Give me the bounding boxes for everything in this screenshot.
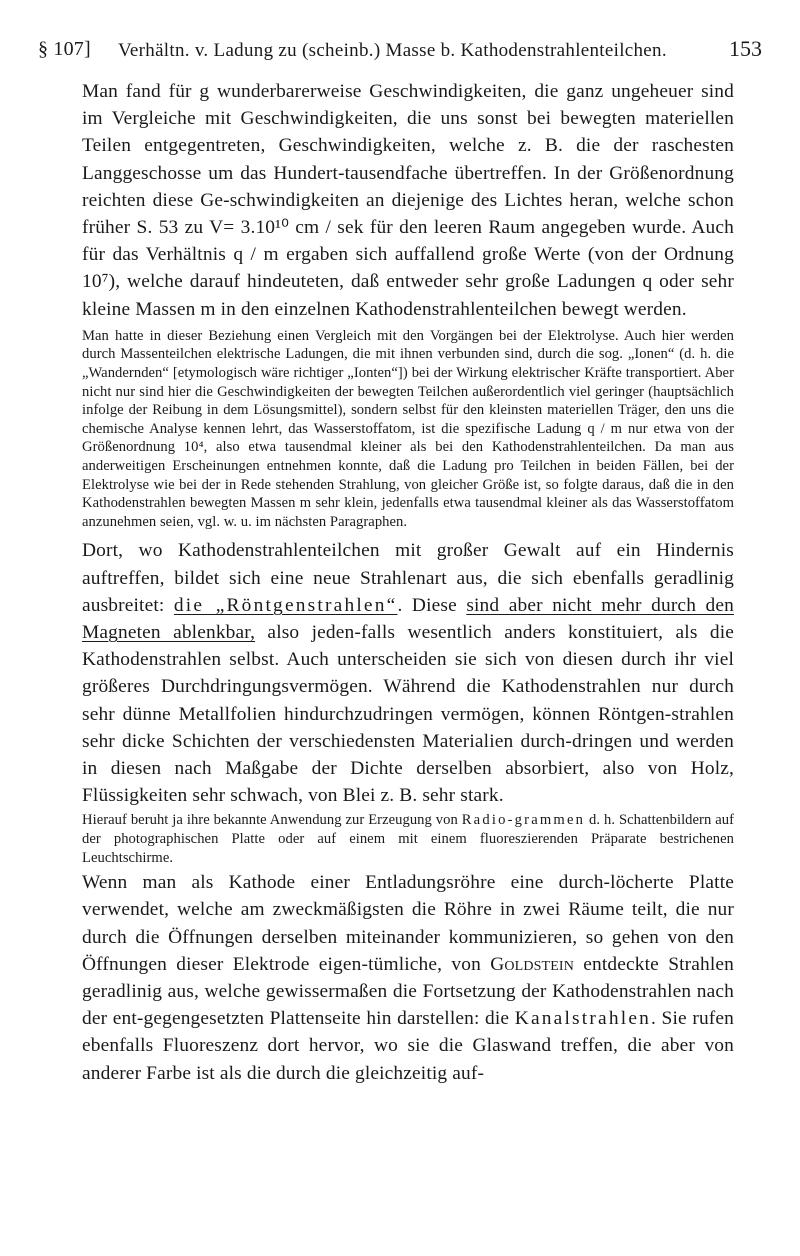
name-goldstein: Goldstein	[490, 953, 575, 975]
section-reference: § 107]	[38, 38, 91, 60]
note-radiogramme	[82, 811, 734, 867]
term-roentgenstrahlen: die „Röntgenstrahlen“	[173, 594, 398, 616]
paragraph-roentgen	[82, 537, 734, 809]
running-title: Verhältn. v. Ladung zu (scheinb.) Masse b. Kathodenstrahlenteilchen.	[118, 40, 667, 61]
body-text	[82, 78, 734, 1087]
paragraph-velocities: Man fand für g wunderbarerweise Geschwindigkeiten, die ganz ungeheuer sind im Vergleiche mit Geschwindigkeiten, die uns sonst bei bewegten materiellen Teilen entgegentreten, Geschwindigkeiten, welche z. B. die der raschesten Langgeschosse um das Hundert-tausendfache übertreffen. In der Größenordnung reichten diese Ge-schwindigkeiten an diejenige des Lichtes heran, welche schon früher S. 53 zu V= 3.10¹⁰ cm / sek für den leeren Raum angegeben wurde. Auch für das Verhältnis q / m ergaben sich auffallend große Werte (von der Ordnung 10⁷), welche darauf hindeuteten, daß entweder sehr große Ladungen q oder sehr kleine Massen m in den einzelnen Kathodenstrahlenteilchen bewegt werden.	[82, 81, 734, 320]
radiogramme-text-1: Hierauf beruht ja ihre bekannte Anwendung zur Erzeugung von	[82, 812, 462, 829]
kanal-text-3: . Sie rufen ebenfalls Fluoreszenz dort hervor, wo sie die Glaswand treffen, die aber von anderer Farbe ist als die durch die gleichzeitig auf-	[82, 1008, 734, 1084]
roentgen-text-3: also jeden-falls wesentlich anders konstituiert, als die Kathodenstrahlen selbst. Auch unterscheiden sie sich von diesen durch ihr viel größeres Durchdringungsvermögen. Während die Kathodenstrahlen nur durch sehr dünne Metallfolien hindurchzudringen vermögen, können Röntgen-strahlen sehr dicke Schichten der verschiedensten Materialien durch-dringen und werden in diesen nach Maßgabe der Dichte derselben absorbiert, also von Holz, Flüssigkeiten sehr schwach, von Blei z. B. sehr stark.	[82, 621, 734, 807]
term-radiogrammen: Radio-grammen	[461, 812, 586, 829]
emphasis-not-deflectable: sind aber nicht mehr durch den Magneten ablenkbar,	[82, 594, 734, 643]
page-number: 153	[729, 36, 762, 61]
kanal-text-1: Wenn man als Kathode einer Entladungsröhre eine durch-löcherte Platte verwendet, welche am zweckmäßigsten die Röhre in zwei Räume teilt, die nur durch die Öffnungen derselben miteinander kommunizieren, so gehen von den Öffnungen dieser Elektrode eigen-tümliche, von	[82, 872, 734, 975]
radiogramme-text-2: d. h. Schattenbildern auf der photographischen Platte oder auf einem mit einem fluoreszierenden Präparate bestrichenen Leuchtschirme.	[82, 812, 734, 866]
running-head	[38, 34, 762, 68]
kanal-text-2: entdeckte Strahlen geradlinig aus, welche gewissermaßen die Fortsetzung der Kathodenstrahlen nach der ent-gegengesetzten Plattenseite hin darstellen: die	[82, 953, 735, 1030]
roentgen-text-2: . Diese	[397, 594, 467, 616]
term-kanalstrahlen: Kanalstrahlen	[514, 1008, 652, 1030]
roentgen-text-1: Dort, wo Kathodenstrahlenteilchen mit großer Gewalt auf ein Hindernis auftreffen, bildet sich eine neue Strahlenart aus, die sich ebenfalls geradlinig ausbreitet:	[82, 540, 734, 616]
paragraph-kanalstrahlen	[82, 869, 734, 1087]
note-electrolysis-block	[82, 327, 734, 532]
note-electrolysis: Man hatte in dieser Beziehung einen Vergleich mit den Vorgängen bei der Elektrolyse. Auch hier werden durch Massenteilchen elektrische Ladungen, die mit ihnen verbunden sind, durch die sog. „Ionen“ (d. h. die „Wandernden“ [etymologisch wäre richtiger „Ionten“]) bei der Wirkung elektrischer Kräfte transportiert. Aber nicht nur sind hier die Geschwindigkeiten der bewegten Teilchen außerordentlich viel geringer (hauptsächlich infolge der Reibung in dem Lösungsmittel), sondern selbst für den kleinsten materiellen Träger, den uns die chemische Analyse kennen lehrt, das Wasserstoffatom, ist die spezifische Ladung q / m nur etwa von der Größenordnung 10⁴, also etwa tausendmal kleiner als bei den Kathodenstrahlenteilchen. Da man aus anderweitigen Erscheinungen entnehmen konnte, daß die Ladung pro Teilchen in beiden Fällen, bei der Elektrolyse wie bei der in Rede stehenden Strahlung, von gleicher Größe ist, so folgte daraus, daß die in den Kathodenstrahlen bewegten Massen m sehr klein, jedenfalls etwa tausendmal kleiner als das Wasserstoffatom anzunehmen seien, vgl. w. u. im nächsten Paragraphen.	[82, 327, 734, 530]
